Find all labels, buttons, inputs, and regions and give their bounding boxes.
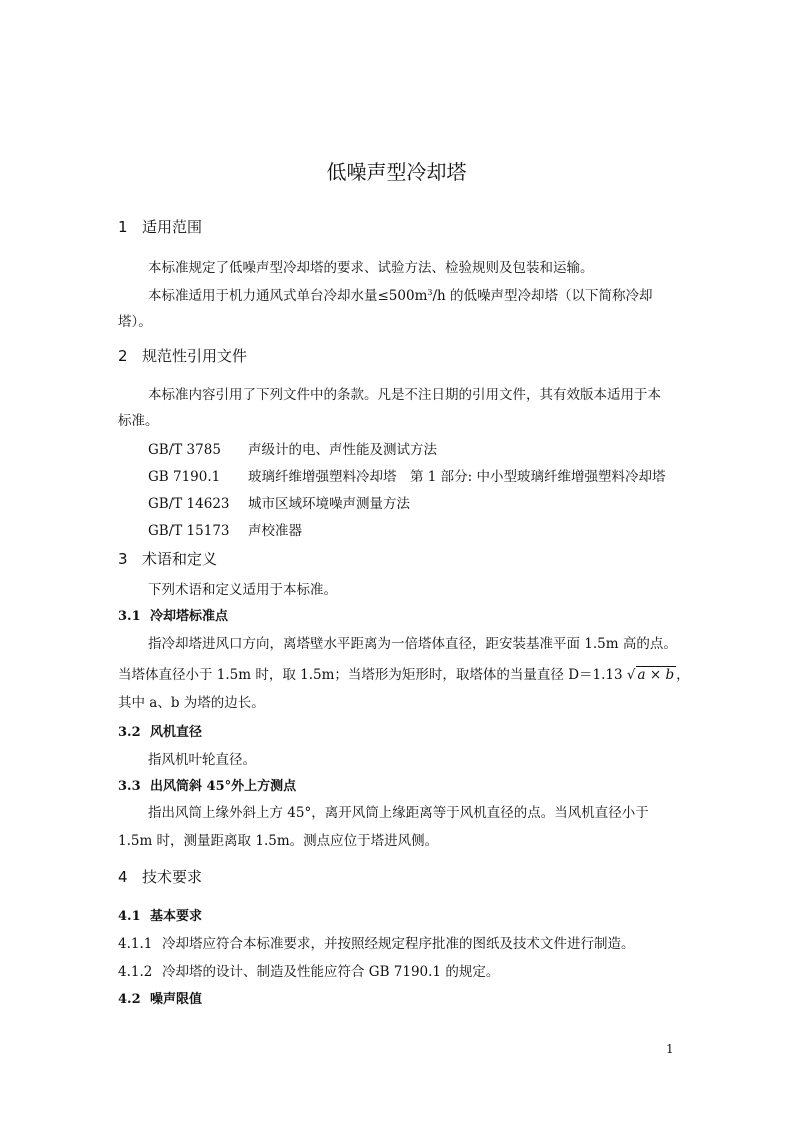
reference-item [148,465,666,485]
reference-item [148,492,410,512]
paragraph-continuation: 标准。 [118,413,159,429]
paragraph [148,284,653,304]
text-run: 本标准适用于机力通风式单台冷却水量≤500m [148,288,428,304]
subsection-4-2-heading [118,988,202,1007]
page-number: 1 [666,1042,674,1056]
clause-text: 冷却塔应符合本标准要求，并按照经规定程序批准的图纸及技术文件进行制造。 [162,936,635,952]
clause-item [118,932,635,952]
section-number: 2 [118,347,128,365]
clause-item [118,960,499,980]
section-number: 4 [118,868,128,886]
subsection-title: 基本要求 [150,909,203,924]
subsection-title: 噪声限值 [150,992,203,1007]
section-2-heading [118,345,247,366]
subsection-3-2-heading [118,721,202,740]
subsection-title: 风机直径 [150,725,203,740]
reference-code: GB 7190.1 [148,469,221,485]
document-title: 低噪声型冷却塔 [326,160,467,184]
formula-radicand: a × b [637,667,675,683]
paragraph-continuation: 塔）。 [118,314,152,330]
paragraph-continuation [118,663,690,683]
paragraph-continuation: 1.5m 时，测量距离取 1.5m。测点应位于塔进风侧。 [118,833,439,849]
section-1-heading [118,216,202,237]
section-title: 规范性引用文件 [142,347,248,365]
section-number: 1 [118,218,128,236]
paragraph: 指冷却塔进风口方向，离塔壁水平距离为一倍塔体直径，距安装基准平面 1.5m 高的点。 [148,636,677,652]
paragraph: 本标准规定了低噪声型冷却塔的要求、试验方法、检验规则及包装和运输。 [148,260,594,276]
section-3-heading [118,548,217,569]
paragraph-continuation: 其中 a、b 为塔的边长。 [118,695,265,711]
section-4-heading [118,866,202,887]
reference-item [148,519,302,539]
clause-text: 冷却塔的设计、制造及性能应符合 GB 7190.1 的规定。 [162,964,500,980]
subsection-number: 3.2 [118,725,141,740]
subsection-title: 冷却塔标准点 [150,609,229,624]
subsection-title: 出风筒斜 45°外上方测点 [150,779,297,794]
text-run: 当塔体直径小于 1.5m 时，取 1.5m；当塔形为矩形时，取塔体的当量直径 D＝1.13 [118,667,623,683]
subsection-3-1-heading [118,605,228,624]
text-run: /h 的低噪声型冷却塔（以下简称冷却 [432,288,653,304]
reference-code: GB/T 14623 [148,496,230,512]
subsection-3-3-heading [118,775,296,794]
square-root-formula: √ a × b [626,667,675,683]
paragraph: 指风机叶轮直径。 [148,752,256,768]
subsection-number: 4.2 [118,992,141,1007]
subsection-4-1-heading [118,905,202,924]
subsection-number: 3.3 [118,779,141,794]
clause-number: 4.1.2 [118,964,153,980]
clause-number: 4.1.1 [118,936,153,952]
paragraph: 下列术语和定义适用于本标准。 [148,582,337,598]
section-number: 3 [118,550,128,568]
reference-code: GB/T 3785 [148,442,221,458]
reference-item [148,438,437,458]
section-title: 适用范围 [142,218,203,236]
reference-name: 声校准器 [248,523,302,539]
paragraph: 本标准内容引用了下列文件中的条款。凡是不注日期的引用文件，其有效版本适用于本 [148,387,661,403]
text-run: ， [676,667,690,683]
section-title: 术语和定义 [142,550,218,568]
reference-name: 玻璃纤维增强塑料冷却塔 第 1 部分: 中小型玻璃纤维增强塑料冷却塔 [248,469,666,485]
superscript: 3 [427,288,433,297]
section-title: 技术要求 [142,868,203,886]
subsection-number: 3.1 [118,609,141,624]
paragraph: 指出风筒上缘外斜上方 45°，离开风筒上缘距离等于风机直径的点。当风机直径小于 [148,805,649,821]
subsection-number: 4.1 [118,909,141,924]
reference-name: 声级计的电、声性能及测试方法 [248,442,437,458]
reference-name: 城市区域环境噪声测量方法 [248,496,410,512]
reference-code: GB/T 15173 [148,523,230,539]
